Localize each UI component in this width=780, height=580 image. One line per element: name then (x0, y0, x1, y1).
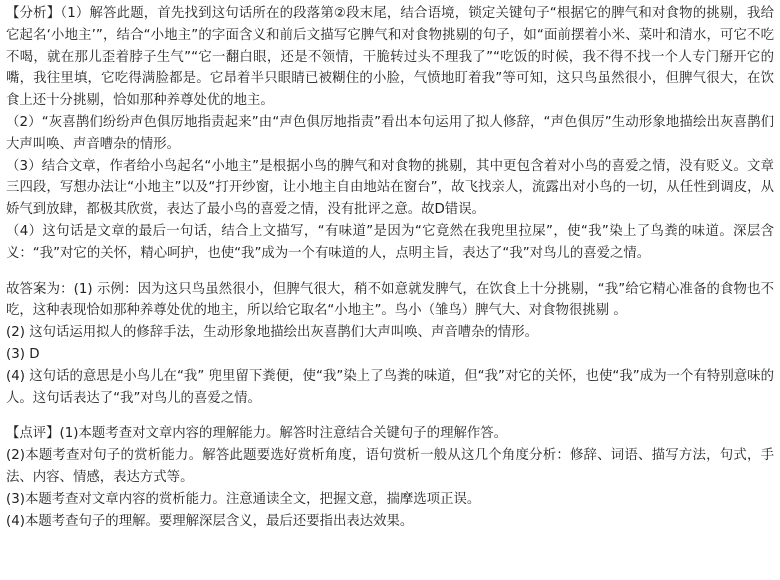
analysis-paragraph-3: （3）结合文章，作者给小鸟起名“小地主”是根据小鸟的脾气和对食物的挑剔，其中更包含着对小鸟的喜爱之情，没有贬义。文章三四段，写想办法让“小地主”以及“打开纱窗，让小地主自由地站在窗台”，故飞找亲人，流露出对小鸟的一切，从任性到调皮，从娇气到放肆，都极其欣赏，表达了最小鸟的喜爱之情，没有批评之意。故D错误。 (6, 158, 774, 218)
answer-1: 故答案为：(1) 示例：因为这只鸟虽然很小，但脾气很大，稍不如意就发脾气，在饮食上十分挑剔，“我”给它精心准备的食物也不吃，这种表现恰如那种养尊处优的地主，所以给它取名“小地主”。鸟小（雏鸟）脾气大、对食物很挑剔 。 (6, 281, 774, 319)
answers-section (6, 279, 774, 410)
analysis-paragraph-4: （4）这句话是文章的最后一句话，结合上文描写，“有味道”是因为“它竟然在我兜里拉屎”，使“我”染上了鸟粪的味道。深层含义：“我”对它的关怀，精心呵护，也使“我”成为一个有味道的人，点明主旨，表达了“我”对鸟儿的喜爱之情。 (6, 223, 774, 261)
comment-section (6, 423, 774, 532)
comment-2: (2)本题考查对句子的赏析能力。解答此题要选好赏析角度，语句赏析一般从这几个角度分析：修辞、词语、描写方法，句式，手法、内容、情感，表达方式等。 (6, 448, 774, 485)
analysis-paragraph-1: 【分析】（1）解答此题，首先找到这句话所在的段落第②段末尾，结合语境，锁定关键句子“根据它的脾气和对食物的挑剔，我给它起名‘小地主’”，结合“小地主”的字面含义和前后文描写它脾气和对食物挑剔的句子，如“面前摆着小米、菜叶和清水，可它不吃不喝，就在那儿歪着脖子生气”“它一翻白眼，还是不领情，干脆转过头不理我了”“吃饭的时候，我不得不找一个人专门掰开它的嘴，我往里填，它吃得满脸都是。它昂着半只眼睛已被糊住的小脸，气愤地盯着我”等可知，这只鸟虽然很小，但脾气很大，在饮食上还十分挑剔，恰如那种养尊处优的地主。 (6, 6, 774, 109)
section-gap (6, 409, 774, 423)
analysis-paragraph-2: （2）“灰喜鹊们纷纷声色俱厉地指责起来”由“声色俱厉地指责”看出本句运用了拟人修辞，“声色俱厉”生动形象地描绘出灰喜鹊们大声叫唤、声音嘈杂的情形。 (6, 114, 774, 152)
comment-4: (4)本题考查句子的理解。要理解深层含义，最后还要指出表达效果。 (6, 513, 414, 529)
comment-3: (3)本题考查对文章内容的赏析能力。注意通读全文，把握文意，揣摩选项正误。 (6, 491, 481, 507)
analysis-section (6, 3, 774, 265)
answer-3: (3) D (6, 346, 40, 362)
answer-2: (2) 这句话运用拟人的修辞手法，生动形象地描绘出灰喜鹊们大声叫唤、声音嘈杂的情形。 (6, 325, 539, 341)
comment-1: 【点评】(1)本题考查对文章内容的理解能力。解答时注意结合关键句子的理解作答。 (6, 426, 508, 442)
answer-4: (4) 这句话的意思是小鸟儿在“我” 兜里留下粪便，使“我”染上了鸟粪的味道，但“我”对它的关怀，也使“我”成为一个有特别意味的人。这句话表达了“我”对鸟儿的喜爱之情。 (6, 368, 774, 406)
section-gap (6, 265, 774, 279)
